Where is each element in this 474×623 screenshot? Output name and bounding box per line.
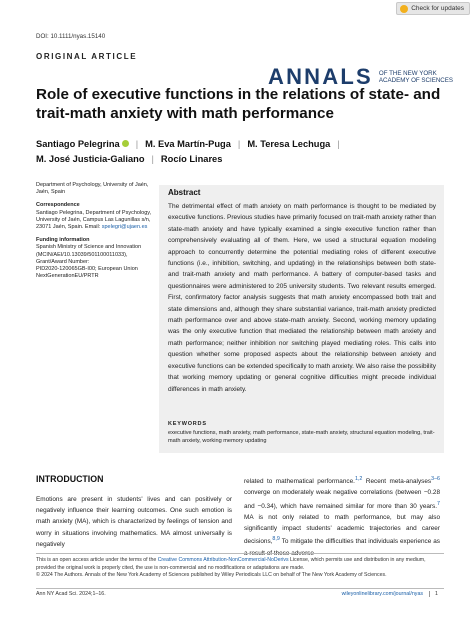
author-separator: | (151, 154, 154, 164)
affiliation-line: Jaén, Spain (36, 189, 66, 196)
author-separator: | (135, 139, 139, 149)
journal-url-link[interactable]: wileyonlinelibrary.com/journal/nyas (341, 591, 424, 597)
intro-text: Recent meta-analyses (362, 478, 432, 486)
author-name[interactable]: M. Teresa Lechuga (247, 139, 331, 149)
intro-text: related to mathematical performance. (244, 478, 355, 486)
license-text: This is an open access article under the terms of the (36, 557, 158, 563)
author-list (36, 137, 446, 167)
article-title: Role of executive functions in the relations of state- and trait-math anxiety with math performance (36, 86, 441, 122)
citation-link[interactable]: 8,9 (272, 536, 280, 543)
author-name[interactable]: Rocío Linares (160, 154, 223, 164)
creative-commons-link[interactable]: Creative Commons Attribution-NonCommercial-NoDerivs (157, 557, 289, 563)
introduction-left-column: Emotions are present in students' lives and can positively or negatively influence their learning outcomes. One such emotion is math anxiety (MA), which is characterized by feelings of tension and worry in situations involving mathematics. MA almost universally is negatively (36, 496, 232, 548)
citation-link[interactable]: 7 (437, 500, 440, 507)
introduction-heading: INTRODUCTION (36, 474, 104, 484)
funding-line: NextGenerationEU/PRTR (36, 273, 99, 280)
funding-line: PID2020-120065GB-I00; European Union (36, 266, 138, 273)
journal-logo-subtitle-line2: ACADEMY OF SCIENCES (378, 77, 454, 84)
correspondence-line: University of Jaén, Campus Las Lagunillas s/n, (36, 216, 151, 223)
footer-right (342, 591, 438, 597)
author-name[interactable]: M. Eva Martín-Puga (145, 139, 231, 149)
copyright-text: © 2024 The Authors. Annals of the New York Academy of Sciences published by Wiley Periodicals LLC on behalf of The New York Academy of Sciences. (36, 572, 387, 579)
funding-information (36, 237, 154, 280)
introduction-right-column (244, 474, 440, 559)
correspondence-line: 23071 Jaén, Spain. Email: (36, 224, 101, 231)
journal-logo-subtitle-line1: OF THE NEW YORK (378, 69, 437, 77)
journal-logo-subtitle (379, 70, 453, 85)
keywords-heading: KEYWORDS (168, 421, 207, 427)
author-name[interactable]: Santiago Pelegrina (36, 139, 120, 149)
orcid-icon[interactable] (122, 140, 129, 147)
journal-logo-name: ANNALS (268, 64, 373, 89)
intro-text: MA is not only related to math performance, but may also significantly impact students' academic trajectories and career decisions, (244, 513, 440, 546)
footer-divider (36, 588, 444, 589)
funding-line: Spanish Ministry of Science and Innovation (36, 244, 142, 251)
check-updates-icon (400, 5, 408, 13)
affiliation-line: Department of Psychology, University of Jaén, (36, 182, 149, 188)
intro-text: converge on moderately weak negative correlations (between −0.28 and −0.34), which have remained similar for more than 30 years. (244, 489, 440, 510)
intro-text: To mitigate the difficulties that individuals experience as a result of these adverse (244, 538, 440, 557)
author-separator: | (237, 139, 241, 149)
article-info-sidebar (36, 182, 154, 286)
citation-link[interactable]: 1,2 (354, 476, 363, 482)
license-notice (36, 557, 446, 580)
abstract-text: The detrimental effect of math anxiety on math performance is thought to be mediated by executive functions. Previous studies have primarily focused on trait-math anxiety rather than state-math anxiety and have typically examined a single executive function rather than comprehensively evaluating all of them. Here, we used a structural equation modeling approach to concurrently determine the potential mediating roles of different executive functions (i.e., inhibition, switching, and updating) in the relationships between both state- and trait-math anxiety and math performance. A battery of computer-based tasks and questionnaires were administered to 205 university students. Two relevant results emerged. First, confirmatory factor analysis suggests that math anxiety encompassed both trait and state dimensions and, although they share substantial variance, trait-math anxiety predicted math performance over and above state-math anxiety. Second, working memory updating was the only executive function that mediated the relationship between math anxiety and math performance; neither inhibition nor switching played mediating roles. This calls into question whether some proposed aspects about the relationship between anxiety and executive functions can be extended specifically to math anxiety. We also raise the possibility that working memory updating or general cognitive difficulties might precede individual differences in math anxiety. (168, 203, 436, 393)
funding-line: (MCIN/AEI/10.13039/501100011033), (36, 251, 128, 258)
check-for-updates-badge[interactable] (396, 2, 470, 15)
author-name[interactable]: M. José Justicia-Galiano (36, 154, 145, 164)
article-type: ORIGINAL ARTICLE (36, 52, 138, 61)
citation-link[interactable]: 3–6 (431, 476, 440, 482)
funding-heading: Funding information (36, 237, 90, 244)
affiliation (36, 182, 154, 196)
keywords-text: executive functions, math anxiety, math performance, state-math anxiety, structural equation modeling, trait-math anxiety, working memory updating (168, 430, 435, 444)
correspondence-line: Santiago Pelegrina, Department of Psychology, (36, 209, 152, 216)
author-separator: | (337, 139, 340, 149)
check-updates-label: Check for updates (411, 5, 464, 12)
doi[interactable]: DOI: 10.1111/nyas.15140 (36, 33, 106, 40)
page-number: 1 (429, 591, 438, 597)
license-text: License, which permits use and distribution in any medium, provided the original work is properly cited, the use is non-commercial and no modifications or adaptations are made. (36, 557, 426, 571)
funding-line: Grant/Award Number: (36, 258, 90, 265)
correspondence-heading: Correspondence (36, 202, 80, 209)
correspondence-email-link[interactable]: spelegri@ujaen.es (101, 224, 148, 231)
footer-citation: Ann NY Acad Sci. 2024;1–16. (36, 591, 106, 597)
correspondence (36, 202, 154, 231)
abstract-heading: Abstract (168, 188, 201, 197)
license-divider (36, 553, 444, 554)
